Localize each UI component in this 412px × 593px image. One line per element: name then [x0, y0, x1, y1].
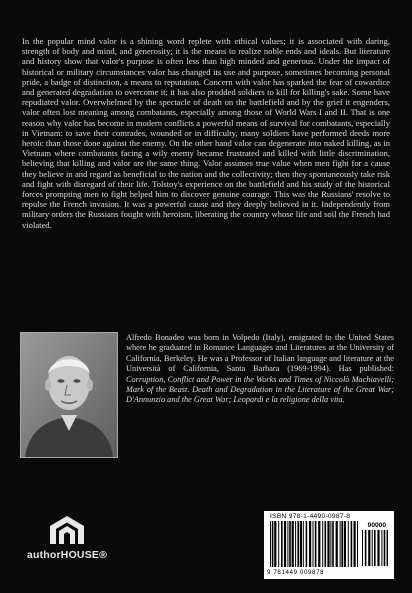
barcode-bar [306, 521, 308, 567]
barcode-bar [341, 521, 343, 567]
barcode-bar [270, 521, 271, 567]
price-code: 90000 [367, 522, 386, 529]
isbn-number: ISBN 978-1-4490-0987-8 [270, 513, 351, 520]
barcode-bar [384, 530, 386, 566]
barcode-bar [344, 521, 346, 567]
barcode-bar [336, 521, 338, 567]
barcode-bar [372, 530, 373, 566]
barcode-bar [357, 521, 358, 567]
barcode-bar [297, 521, 299, 567]
barcode-bar [272, 521, 274, 567]
barcode-bar [354, 521, 356, 567]
barcode-bar [325, 521, 327, 567]
barcode-bar [318, 521, 320, 567]
barcode-bar [348, 521, 349, 567]
author-bio-works: Corruption, Conflict and Power in the Works and Times of Niccolò Machiavelli; Mark of the Beast. Death and Degradation in the Literature of the Great War; D'Annunzio and the Great War; Leopardi e la religione della vita. [126, 374, 394, 405]
barcode-bar [327, 521, 329, 567]
barcode-bar [368, 530, 370, 566]
author-portrait-icon [21, 333, 117, 457]
barcode-bar [330, 521, 331, 567]
barcode-bar [274, 521, 276, 567]
barcode-bar [313, 521, 314, 567]
barcode-bar [278, 521, 279, 567]
ean-number: 9 781449 009878 [267, 569, 325, 576]
back-cover-blurb: In the popular mind valor is a shining word replete with ethical values; it is associated with daring, strength of body and mind, and generosity; it is the means to realize noble ends and ideals. But literature and history show that valor's purpose is often less than high minded and generous. Under the impact of historical or military circumstances valor has changed its use and purpose, sometimes becoming personal pride, a badge of distinction, a means to reputation. Concern with valor has sparked the fear of cowardice and generated degradation to overcome it; it has also prodded soldiers to kill for killing's sake. Some have repudiated valor. Overwhelmed by the spectacle of death on the battlefield and by the grief it engenders, valor often lost meaning among combatants, especially among those of World Wars I and II. That is one reason why valor has become in modern conflicts a powerful means of survival for combatants, especially in Vietnam: to save their comrades, wounded or in difficulty, many soldiers have performed deeds more heroic than those done against the enemy. On the other hand valor can degenerate into naked killing, as in Vietnam where combatants facing a wily enemy became frustrated and killed with little discrimination, believing that killing and valor are the same thing. Valor assumes true value when men fight for a cause they believe in and regard as beneficial to the nation and the collectivity; then they spontaneously take risk and fight with disregard of their life. Tolstoy's experience on the battlefield and his study of the historical forces prompting men to fight helped him to discover genuine courage. This was the Russians' resolve to repulse the French invasion. It was a powerful cause and they deeply believed in it. Independently from military orders the Russians fought with heroism, liberating the country whose life and soil the French had violated. [22, 36, 390, 230]
publisher-name: authorHOUSE® [26, 549, 108, 561]
barcode-bar [284, 521, 286, 567]
barcode-bar [322, 521, 323, 567]
barcode-bar [300, 521, 302, 567]
author-bio [126, 333, 394, 406]
barcode-bar [332, 521, 334, 567]
price-barcode-icon [362, 530, 388, 568]
barcode-bar [351, 521, 353, 567]
barcode-bar [374, 530, 376, 566]
barcode-bar [365, 530, 367, 566]
barcode-bar [303, 521, 304, 567]
barcode-icon [270, 521, 358, 569]
barcode-bar [287, 521, 288, 567]
isbn-barcode [264, 511, 394, 579]
barcode-bar [309, 521, 311, 567]
barcode-bar [377, 530, 379, 566]
barcode-bar [387, 530, 388, 566]
barcode-bar [292, 521, 294, 567]
barcode-bar [362, 530, 363, 566]
barcode-bar [340, 521, 341, 567]
barcode-bar [295, 521, 296, 567]
barcode-bar [281, 521, 283, 567]
author-portrait-photo [20, 332, 118, 458]
authorhouse-logo-icon [49, 515, 85, 545]
barcode-bar [289, 521, 291, 567]
barcode-bar [381, 530, 382, 566]
publisher-logo [26, 515, 108, 575]
barcode-bar [315, 521, 317, 567]
author-bio-intro: Alfredo Bonadeo was born in Volpedo (Italy), emigrated to the United States where he graduated in Romance Languages and Literatures at the University of California, Berkeley. He was a Professor of Italian language and literature at the Università of California, Santa Barbara (1969-1994). Has published: [126, 333, 394, 374]
